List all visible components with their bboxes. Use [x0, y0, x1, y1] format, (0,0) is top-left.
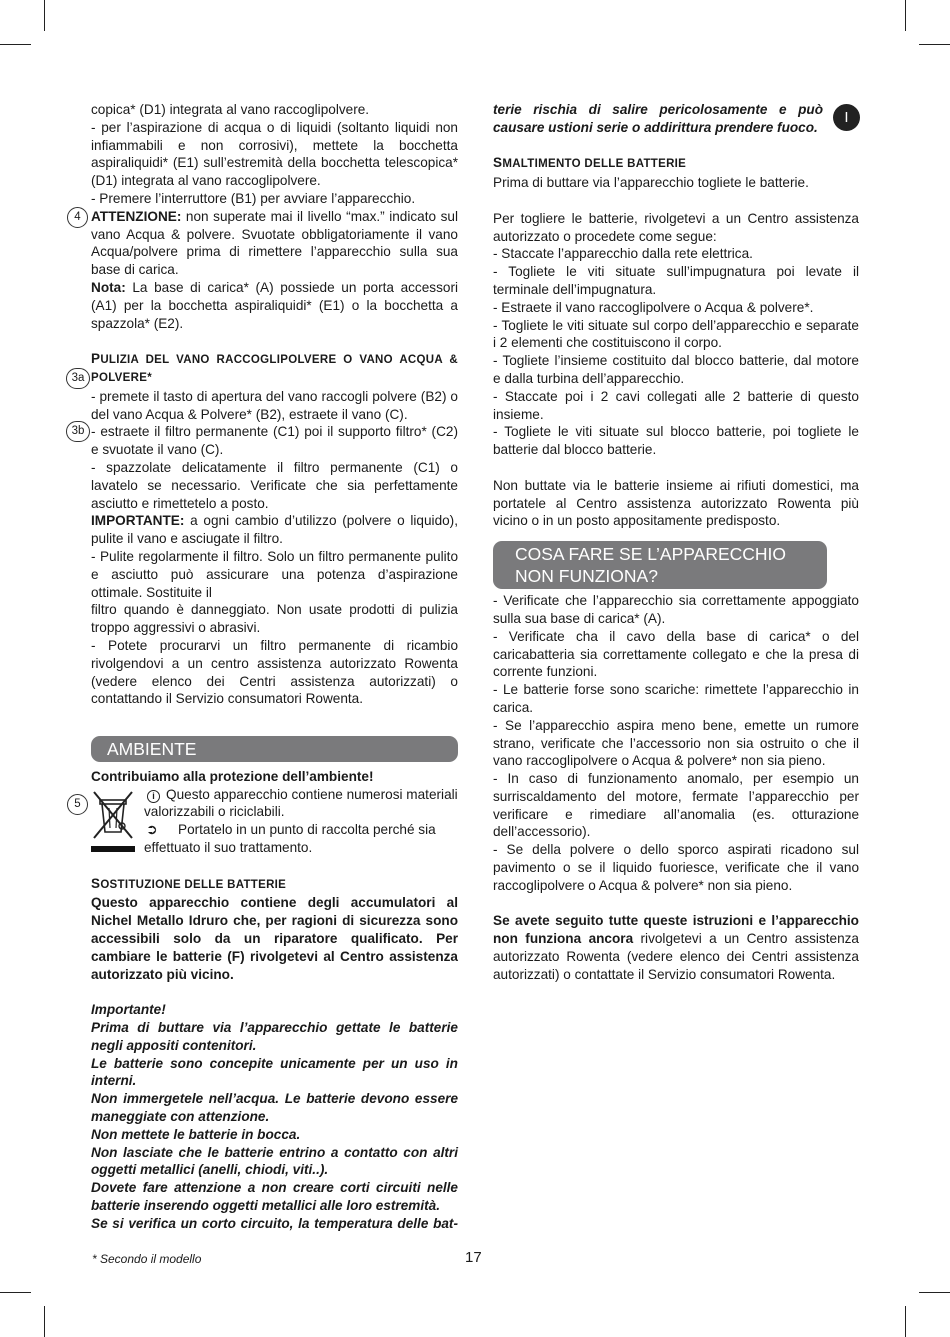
step-line: - Staccate l’apparecchio dalla rete elettrica. [493, 246, 753, 262]
note-label: Nota: [91, 279, 126, 295]
final-bold: Se avete seguito tutte queste istruzioni e l’apparecchio non funziona ancora [493, 913, 859, 947]
paragraph: Per togliere le batterie, rivolgetevi a un Centro assistenza autorizzato o procedete come segue: [493, 210, 859, 244]
eco-line-2: ➲ Portatelo in un punto di raccolta perché sia effettuato il suo trattamento. [144, 821, 436, 856]
check-line: - Le batterie forse sono scariche: rimettete l’apparecchio in carica. [493, 682, 859, 715]
italic-line: Non mettete le batterie in bocca. [91, 1126, 301, 1142]
paragraph: filtro quando è danneggiato. Non usate prodotti di pulizia troppo aggressivi o abrasivi. [91, 602, 458, 636]
section-heading-pulizia: PULIZIA DEL VANO RACCOGLIPOLVERE O VANO ACQUA & POLVERE* [91, 351, 458, 384]
footnote: * Secondo il modello [92, 1252, 202, 1266]
crop-mark [919, 1292, 950, 1293]
step-marker-4: 4 [67, 207, 88, 228]
paragraph: - premete il tasto di apertura del vano raccogli polvere (B2) o del vano Acqua & Polvere* (B2), estraete il vano (C). [91, 388, 458, 422]
right-column [493, 101, 859, 984]
italic-line: Non immergetele nell’acqua. Le batterie devono essere maneggiate con attenzione. [91, 1091, 458, 1125]
check-line: - In caso di funzionamento anomalo, per esempio un surriscaldamento del motore, fermate l’apparecchio per verificare e rimediare all’anomalia (es. otturazione dell’accessorio). [493, 771, 859, 840]
paragraph: - Premere l’interruttore (B1) per avviare l’apparecchio. [91, 190, 416, 206]
italic-line: Non lasciate che le batterie entrino a contatto con altri oggetti metallici (anelli, chiodi, viti..). [91, 1144, 458, 1178]
check-line: - Verificate cha il cavo della base di carica* o del caricabatteria sia correttamente collegato e che la presa di corrente funzioni. [493, 628, 859, 680]
check-line: - Se l’apparecchio aspira meno bene, emette un rumore strano, verificate che l’accessorio non sia ostruito o che il vano raccoglipolvere o Acqua & polvere* non sia pieno. [493, 717, 859, 769]
section-heading-sostituzione: SOSTITUZIONE DELLE BATTERIE [91, 875, 287, 891]
final-text: rivolgetevi a un Centro assistenza autorizzato Rowenta (vedere elenco dei Centri assistenza autorizzati) o contattate il Servizio consumatori Rowenta. [493, 931, 859, 982]
left-column [91, 101, 458, 1233]
note-paragraph [91, 279, 458, 332]
paragraph: - estraete il filtro permanente (C1) poi il supporto filtro* (C2) e svuotate il vano (C). [91, 424, 458, 458]
paragraph: - spazzolate delicatamente il filtro permanente (C1) o lavatelo se necessario. Verificate che sia perfettamente asciutto e rimettetelo a posto. [91, 459, 458, 511]
crop-mark [44, 1306, 45, 1337]
environment-info [91, 786, 458, 857]
important-label: IMPORTANTE: [91, 513, 185, 529]
italic-line: Dovete fare attenzione a non creare corti circuiti nelle batterie inserendo oggetti metallici alle loro estremità. [91, 1180, 458, 1214]
final-paragraph [493, 912, 859, 983]
paragraph: Non buttate via le batterie insieme ai rifiuti domestici, ma portatele al Centro assistenza autorizzato Rowenta più vicino o in un posto appositamente predisposto. [493, 477, 859, 529]
cosa-fare-banner: COSA FARE SE L’APPARECCHIO NON FUNZIONA? [493, 541, 827, 589]
italic-line: Importante! [91, 1002, 166, 1018]
italic-line: Prima di buttare via l’apparecchio gettate le batterie negli appositi contenitori. [91, 1020, 458, 1053]
paragraph: Prima di buttare via l’apparecchio togliete le batterie. [493, 175, 809, 191]
crop-mark [0, 1292, 31, 1293]
step-marker-5: 5 [67, 794, 88, 815]
crop-mark [0, 44, 31, 45]
arrow-icon: ➲ [146, 821, 158, 838]
step-line: - Togliete le viti situate sull’impugnatura poi levate il terminale dell’impugnatura. [493, 264, 859, 297]
crop-mark [905, 1306, 906, 1337]
important-text: a ogni cambio d’utilizzo (polvere o liquido), pulite il vano e asciugate il filtro. [91, 513, 458, 547]
attention-label: ATTENZIONE: [91, 208, 182, 224]
attention-text: non superate mai il livello “max.” indicato sul vano Acqua & polvere. Svuotate obbligatoriamente il vano Acqua/polvere prima di rimettere l’apparecchio sulla sua base di carica. [91, 208, 458, 278]
check-line: - Se della polvere o dello sporco aspirati ricadono sul pavimento o se il liquido fuoriesce, verificate che il vano raccoglipolvere o Acqua & polvere* non sia pieno. [493, 842, 859, 893]
section-heading-smaltimento: SMALTIMENTO DELLE BATTERIE [493, 155, 687, 171]
italic-line: Le batterie sono concepite unicamente per un uso in interni. [91, 1055, 458, 1089]
italic-continuation: terie rischia di salire pericolosamente e può causare ustioni serie o addirittura prendere fuoco. [493, 102, 823, 135]
page-number: 17 [465, 1249, 482, 1266]
check-line: - Verificate che l’apparecchio sia correttamente appoggiato sulla sua base di carica* (A). [493, 593, 859, 626]
note-text: La base di carica* (A) possiede un porta accessori (A1) per la bocchetta aspiraliquidi* (E1) o la bocchetta a spazzola* (E2). [91, 279, 458, 331]
important-paragraph [91, 512, 458, 548]
crop-mark [919, 44, 950, 45]
step-marker-3a: 3a [66, 368, 90, 389]
info-icon: i [147, 790, 160, 803]
paragraph: Questo apparecchio contiene degli accumulatori al Nichel Metallo Idruro che, per ragioni di sicurezza sono accessibili solo da un riparatore qualificato. Per cambiare le batterie (F) rivolgetevi al Centro assistenza autorizzato più vicino. [91, 895, 458, 982]
eco-line-1: i Questo apparecchio contiene numerosi materiali valorizzabili o riciclabili. [144, 786, 458, 820]
step-line: - Staccate poi i 2 cavi collegati alle 2 batterie di questo insieme. [493, 388, 859, 422]
step-line: - Togliete l’insieme costituito dal blocco batterie, dal motore e dalla turbina dell’apparecchio. [493, 353, 859, 386]
paragraph: - Pulite regolarmente il filtro. Solo un filtro permanente pulito e asciutto può assicurare una potenza d’aspirazione ottimale. Sostituite il [91, 548, 458, 600]
step-line: - Togliete le viti situate sul blocco batterie, poi togliete le batterie dal blocco batterie. [493, 424, 859, 458]
attention-paragraph [91, 208, 458, 279]
italic-line: Se si verifica un corto circuito, la temperatura delle bat- [91, 1215, 458, 1231]
step-line: - Estraete il vano raccoglipolvere o Acqua & polvere*. [493, 299, 814, 315]
environment-title: Contribuiamo alla protezione dell’ambiente! [91, 768, 374, 784]
crop-mark [44, 0, 45, 31]
language-tab: I [833, 104, 860, 131]
crossed-bin-icon [91, 788, 135, 854]
step-marker-3b: 3b [66, 421, 90, 442]
paragraph: - per l’aspirazione di acqua o di liquidi (soltanto liquidi non infiammabili e non corrosivi), mettete la bocchetta aspiraliquidi* (E1) sull’estremità della bocchetta telescopica* (D1) integrata al vano raccoglipolvere. [91, 119, 458, 189]
step-line: - Togliete le viti situate sul corpo dell’apparecchio e separate i 2 elementi che costituiscono il corpo. [493, 317, 859, 351]
ambiente-banner: AMBIENTE [91, 736, 458, 762]
crop-mark [905, 0, 906, 31]
paragraph: - Potete procurarvi un filtro permanente di ricambio rivolgendovi a un centro assistenza autorizzato Rowenta (vedere elenco dei Centri assistenza autorizzati) o contattando il Servizio consumatori Rowenta. [91, 637, 458, 707]
paragraph: copica* (D1) integrata al vano raccoglipolvere. [91, 102, 370, 117]
